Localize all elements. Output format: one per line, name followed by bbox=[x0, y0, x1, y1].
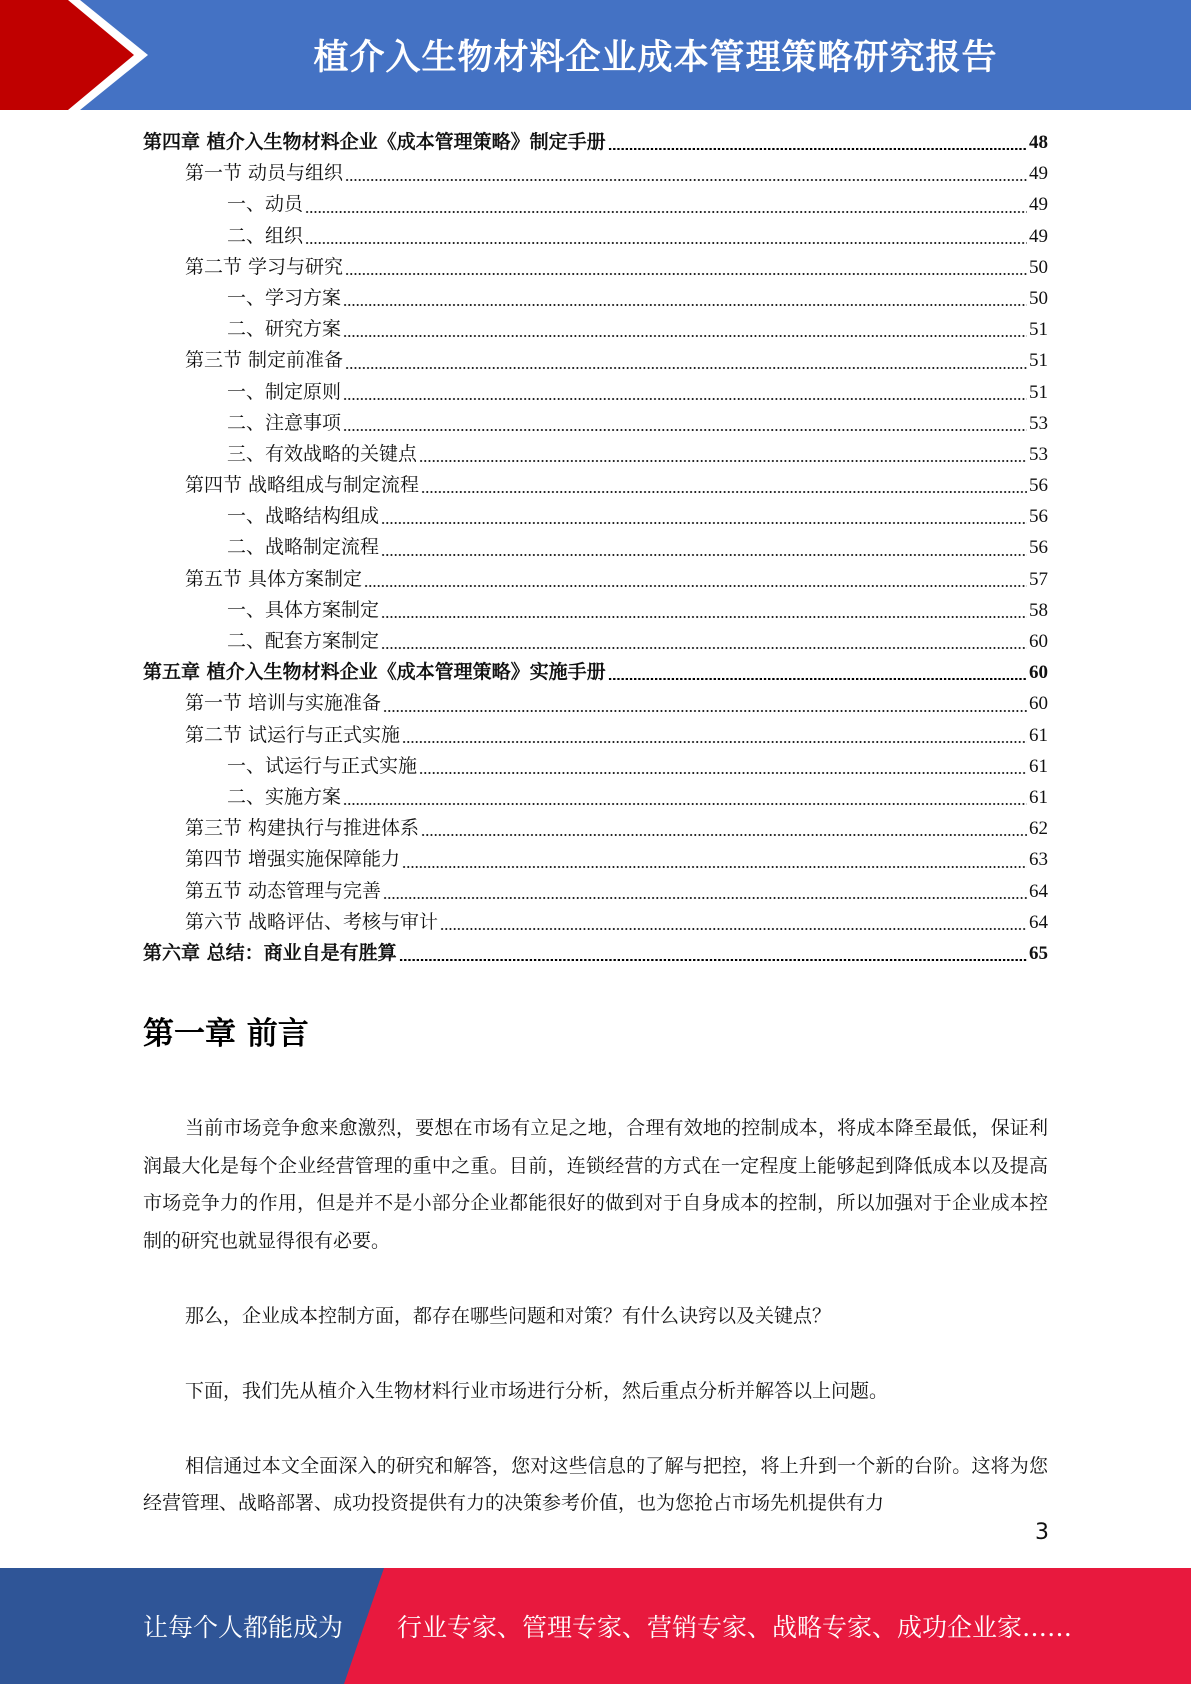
toc-entry-page-number: 61 bbox=[1029, 786, 1048, 808]
toc-dot-leader bbox=[345, 179, 1027, 181]
toc-dot-leader bbox=[343, 803, 1027, 805]
toc-entry-page-number: 56 bbox=[1029, 537, 1048, 559]
toc-entry-page-number: 57 bbox=[1029, 568, 1048, 590]
toc-dot-leader bbox=[383, 897, 1027, 899]
toc-subsection-entry[interactable] bbox=[143, 439, 1048, 470]
toc-entry-page-number: 51 bbox=[1029, 350, 1048, 372]
body-paragraph: 那么，企业成本控制方面，都存在哪些问题和对策？有什么诀窍以及关键点？ bbox=[185, 1304, 832, 1327]
toc-dot-leader bbox=[402, 866, 1027, 868]
toc-dot-leader bbox=[383, 710, 1027, 712]
toc-entry-label: 第五节 动态管理与完善 bbox=[185, 879, 382, 902]
toc-entry-label: 二、研究方案 bbox=[227, 318, 342, 341]
toc-subsection-entry[interactable] bbox=[143, 314, 1048, 345]
toc-section-entry[interactable] bbox=[143, 844, 1048, 875]
toc-entry-label: 第三节 构建执行与推进体系 bbox=[185, 817, 420, 840]
toc-subsection-entry[interactable] bbox=[143, 283, 1048, 314]
toc-entry-page-number: 60 bbox=[1029, 693, 1048, 715]
toc-entry-label: 二、配套方案制定 bbox=[227, 630, 380, 652]
toc-entry-label: 第四节 增强实施保障能力 bbox=[185, 848, 401, 871]
toc-entry-page-number: 61 bbox=[1029, 724, 1048, 746]
toc-entry-page-number: 49 bbox=[1029, 225, 1048, 247]
body-paragraph: 相信通过本文全面深入的研究和解答，您对这些信息的了解与把控，将上升到一个新的台阶。这将为您经营管理、战略部署、成功投资提供有力的决策参考价值，也为您抢占市场先机提供有力 bbox=[143, 1454, 1048, 1514]
footer-slogan-left: 让每个人都能成为 bbox=[143, 1613, 344, 1642]
toc-section-entry[interactable] bbox=[143, 470, 1048, 501]
header-title: 植介入生物材料企业成本管理策略研究报告 bbox=[313, 38, 998, 78]
toc-dot-leader bbox=[608, 678, 1027, 680]
toc-entry-page-number: 58 bbox=[1029, 599, 1048, 621]
toc-entry-label: 三、有效战略的关键点 bbox=[227, 442, 418, 465]
toc-entry-page-number: 56 bbox=[1029, 506, 1048, 528]
toc-dot-leader bbox=[421, 834, 1027, 836]
toc-entry-label: 第一节 动员与组织 bbox=[185, 162, 344, 185]
toc-subsection-entry[interactable] bbox=[143, 408, 1048, 439]
page-footer bbox=[0, 1568, 1191, 1684]
toc-entry-page-number: 65 bbox=[1029, 942, 1048, 964]
toc-section-entry[interactable] bbox=[143, 813, 1048, 844]
toc-entry-label: 二、注意事项 bbox=[227, 411, 342, 434]
toc-entry-page-number: 50 bbox=[1029, 287, 1048, 309]
toc-subsection-entry[interactable] bbox=[143, 595, 1048, 626]
toc-dot-leader bbox=[402, 741, 1027, 743]
toc-entry-label: 第五节 具体方案制定 bbox=[185, 567, 363, 590]
toc-entry-label: 第六节 战略评估、考核与审计 bbox=[185, 910, 439, 933]
body-paragraph: 下面，我们先从植介入生物材料行业市场进行分析，然后重点分析并解答以上问题。 bbox=[185, 1379, 889, 1402]
toc-chapter-entry[interactable] bbox=[143, 938, 1048, 969]
toc-entry-label: 第二节 学习与研究 bbox=[185, 255, 344, 278]
footer-slogan-right: 行业专家、管理专家、营销专家、战略专家、成功企业家…… bbox=[397, 1613, 1073, 1642]
table-of-contents bbox=[143, 127, 1048, 969]
toc-section-entry[interactable] bbox=[143, 252, 1048, 283]
toc-entry-label: 二、实施方案 bbox=[227, 785, 342, 808]
toc-entry-page-number: 48 bbox=[1029, 132, 1048, 153]
toc-dot-leader bbox=[399, 959, 1027, 961]
toc-entry-page-number: 49 bbox=[1029, 163, 1048, 185]
toc-entry-label: 第四章 植介入生物材料企业《成本管理策略》制定手册 bbox=[143, 131, 606, 153]
toc-section-entry[interactable] bbox=[143, 720, 1048, 751]
chapter-title: 第一章 前言 bbox=[143, 1016, 309, 1052]
toc-dot-leader bbox=[381, 647, 1027, 649]
toc-entry-label: 一、试运行与正式实施 bbox=[227, 754, 418, 777]
toc-subsection-entry[interactable] bbox=[143, 189, 1048, 220]
toc-entry-page-number: 53 bbox=[1029, 412, 1048, 434]
toc-section-entry[interactable] bbox=[143, 876, 1048, 907]
toc-entry-page-number: 62 bbox=[1029, 818, 1048, 840]
toc-chapter-entry[interactable] bbox=[143, 127, 1048, 158]
page-header bbox=[0, 0, 1191, 110]
chapter-body bbox=[143, 1110, 1048, 1523]
toc-entry-label: 第一节 培训与实施准备 bbox=[185, 692, 382, 715]
toc-entry-label: 一、学习方案 bbox=[227, 286, 342, 309]
toc-entry-page-number: 64 bbox=[1029, 880, 1048, 902]
toc-entry-page-number: 60 bbox=[1029, 662, 1048, 684]
toc-dot-leader bbox=[381, 522, 1027, 524]
toc-entry-page-number: 51 bbox=[1029, 381, 1048, 403]
toc-entry-label: 一、动员 bbox=[227, 193, 304, 216]
toc-entry-page-number: 56 bbox=[1029, 475, 1048, 497]
toc-entry-page-number: 61 bbox=[1029, 755, 1048, 777]
toc-dot-leader bbox=[381, 616, 1027, 618]
page-number: 3 bbox=[1035, 1520, 1049, 1545]
toc-entry-label: 第二节 试运行与正式实施 bbox=[185, 723, 401, 746]
toc-dot-leader bbox=[345, 273, 1027, 275]
toc-section-entry[interactable] bbox=[143, 907, 1048, 938]
toc-dot-leader bbox=[345, 367, 1027, 369]
toc-subsection-entry[interactable] bbox=[143, 626, 1048, 657]
toc-entry-label: 一、战略结构组成 bbox=[227, 505, 380, 528]
toc-entry-page-number: 53 bbox=[1029, 443, 1048, 465]
toc-entry-label: 二、组织 bbox=[227, 224, 304, 247]
toc-entry-label: 一、具体方案制定 bbox=[227, 598, 380, 621]
toc-entry-label: 第六章 总结：商业自是有胜算 bbox=[143, 941, 397, 964]
toc-subsection-entry[interactable] bbox=[143, 501, 1048, 532]
toc-subsection-entry[interactable] bbox=[143, 221, 1048, 252]
toc-dot-leader bbox=[343, 398, 1027, 400]
toc-section-entry[interactable] bbox=[143, 345, 1048, 376]
toc-section-entry[interactable] bbox=[143, 158, 1048, 189]
toc-section-entry[interactable] bbox=[143, 564, 1048, 595]
toc-dot-leader bbox=[381, 554, 1027, 556]
toc-entry-label: 第四节 战略组成与制定流程 bbox=[185, 474, 420, 497]
toc-dot-leader bbox=[419, 460, 1027, 462]
toc-dot-leader bbox=[419, 772, 1027, 774]
toc-dot-leader bbox=[608, 148, 1027, 150]
toc-entry-label: 第五章 植介入生物材料企业《成本管理策略》实施手册 bbox=[143, 661, 606, 684]
toc-dot-leader bbox=[305, 242, 1027, 244]
toc-entry-label: 第三节 制定前准备 bbox=[185, 349, 344, 372]
toc-dot-leader bbox=[343, 335, 1027, 337]
toc-subsection-entry[interactable] bbox=[143, 532, 1048, 563]
toc-entry-page-number: 51 bbox=[1029, 319, 1048, 341]
body-paragraph: 当前市场竞争愈来愈激烈，要想在市场有立足之地，合理有效地的控制成本，将成本降至最低，保证利润最大化是每个企业经营管理的重中之重。目前，连锁经营的方式在一定程度上能够起到降低成本以及提高市场竞争力的作用，但是并不是小部分企业都能很好的做到对于自身成本的控制，所以加强对于企业成本控制的研究也就显得很有必要。 bbox=[143, 1117, 1048, 1252]
toc-entry-page-number: 63 bbox=[1029, 849, 1048, 871]
toc-chapter-entry[interactable] bbox=[143, 657, 1048, 688]
toc-dot-leader bbox=[421, 491, 1027, 493]
toc-entry-page-number: 49 bbox=[1029, 194, 1048, 216]
toc-entry-page-number: 64 bbox=[1029, 911, 1048, 933]
toc-entry-label: 二、战略制定流程 bbox=[227, 536, 380, 559]
toc-section-entry[interactable] bbox=[143, 688, 1048, 719]
toc-entry-page-number: 60 bbox=[1029, 631, 1048, 652]
toc-dot-leader bbox=[343, 429, 1027, 431]
toc-subsection-entry[interactable] bbox=[143, 751, 1048, 782]
toc-dot-leader bbox=[305, 211, 1027, 213]
toc-dot-leader bbox=[343, 304, 1027, 306]
toc-entry-page-number: 50 bbox=[1029, 256, 1048, 278]
toc-entry-label: 一、制定原则 bbox=[227, 380, 342, 403]
toc-subsection-entry[interactable] bbox=[143, 377, 1048, 408]
toc-dot-leader bbox=[364, 585, 1027, 587]
toc-subsection-entry[interactable] bbox=[143, 782, 1048, 813]
toc-dot-leader bbox=[440, 928, 1027, 930]
